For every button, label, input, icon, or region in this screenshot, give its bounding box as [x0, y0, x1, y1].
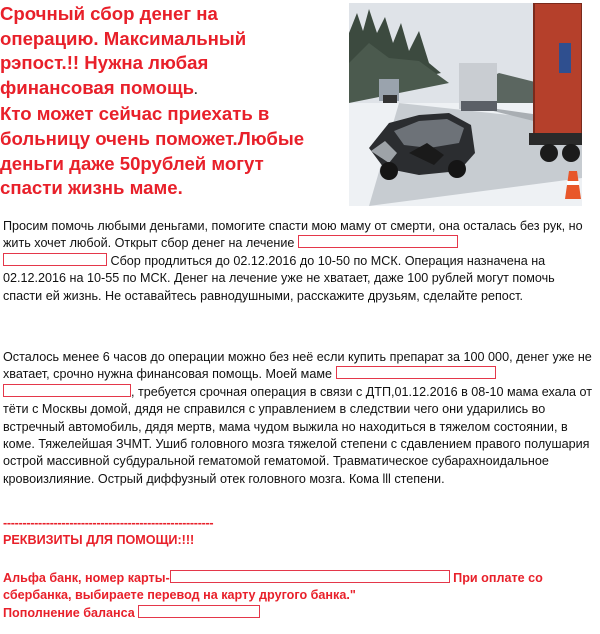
- headline: [0, 2, 346, 201]
- redacted-link: [3, 253, 107, 266]
- headline-line: Кто может сейчас приехать в: [0, 103, 270, 125]
- bank-details: [3, 570, 598, 605]
- crashed-car-photo: [349, 3, 582, 206]
- headline-dot: .: [194, 82, 198, 97]
- redacted-phone: [138, 605, 260, 618]
- body-paragraph-1: [3, 218, 595, 305]
- bank-prefix: Альфа банк, номер карты-: [3, 571, 170, 585]
- headline-line: Срочный сбор денег на: [0, 3, 218, 24]
- redacted-card-number: [170, 570, 450, 583]
- divider: ------------------------------------------------------: [3, 516, 214, 530]
- topup-label: Пополнение баланса: [3, 606, 139, 620]
- headline-line: операцию. Максимальный: [0, 27, 247, 49]
- headline-line: спасти жизнь маме.: [0, 177, 183, 199]
- headline-text: финансовая помощь: [0, 76, 195, 98]
- headline-line: рэпост.!! Нужна любая: [0, 52, 209, 74]
- headline-line: деньги даже 50рублей могут: [0, 152, 264, 174]
- body-text: Сбор продлиться до 02.12.2016 до 10-50 по МСК. Операция назначена на 02.12.2016 на 10-55 по МСК. Денег на лечение уже не хватает, даже 100 рублей могут помочь спасти ей жизнь. Не оставайтесь равнодушными, расскажите друзьям, сделайте репост.: [3, 253, 555, 303]
- topup-line: [3, 605, 260, 620]
- body-paragraph-2: [3, 349, 595, 488]
- body-text: Осталось менее 6 часов до операции можно без неё если купить препарат за 100 000, денег уже не хватает, срочно нужна финансовая помощь. Моей маме: [3, 350, 592, 382]
- bank-suffix: При оплате со сбербанка, выбираете перевод на карту другого банка.": [3, 571, 543, 603]
- headline-line: [0, 76, 346, 103]
- body-text: , требуется срочная операция в связи с ДТП,01.12.2016 в 08-10 мама ехала от тёти с Москвы домой, дядя не справился с управлением в следствии чего они ударились во встречный автомобиль, дядя мертв, мама чудом выжила но находиться в тяжелом состоянии, в коме. Тяжелейшая ЗЧМТ. Ушиб головного мозга тяжелой степени с сдавлением правого полушария острой массивной субдуральной гематомой гематомой. Травматическое субарахноидальное кровоизлияние. Острый диффузный отек головного мозга. Кома lll степени.: [3, 384, 593, 486]
- redacted-name: [336, 366, 496, 379]
- requisites-heading: РЕКВИЗИТЫ ДЛЯ ПОМОЩИ:!!!: [3, 533, 195, 547]
- headline-line: больницу очень поможет.Любые: [0, 127, 305, 149]
- redacted-link: [298, 235, 458, 248]
- redacted-name: [3, 384, 131, 397]
- body-text: Просим помочь любыми деньгами, помогите спасти мою маму от смерти, она осталась без рук, но жить хочет любой. Открыт сбор денег на лечение: [3, 219, 583, 251]
